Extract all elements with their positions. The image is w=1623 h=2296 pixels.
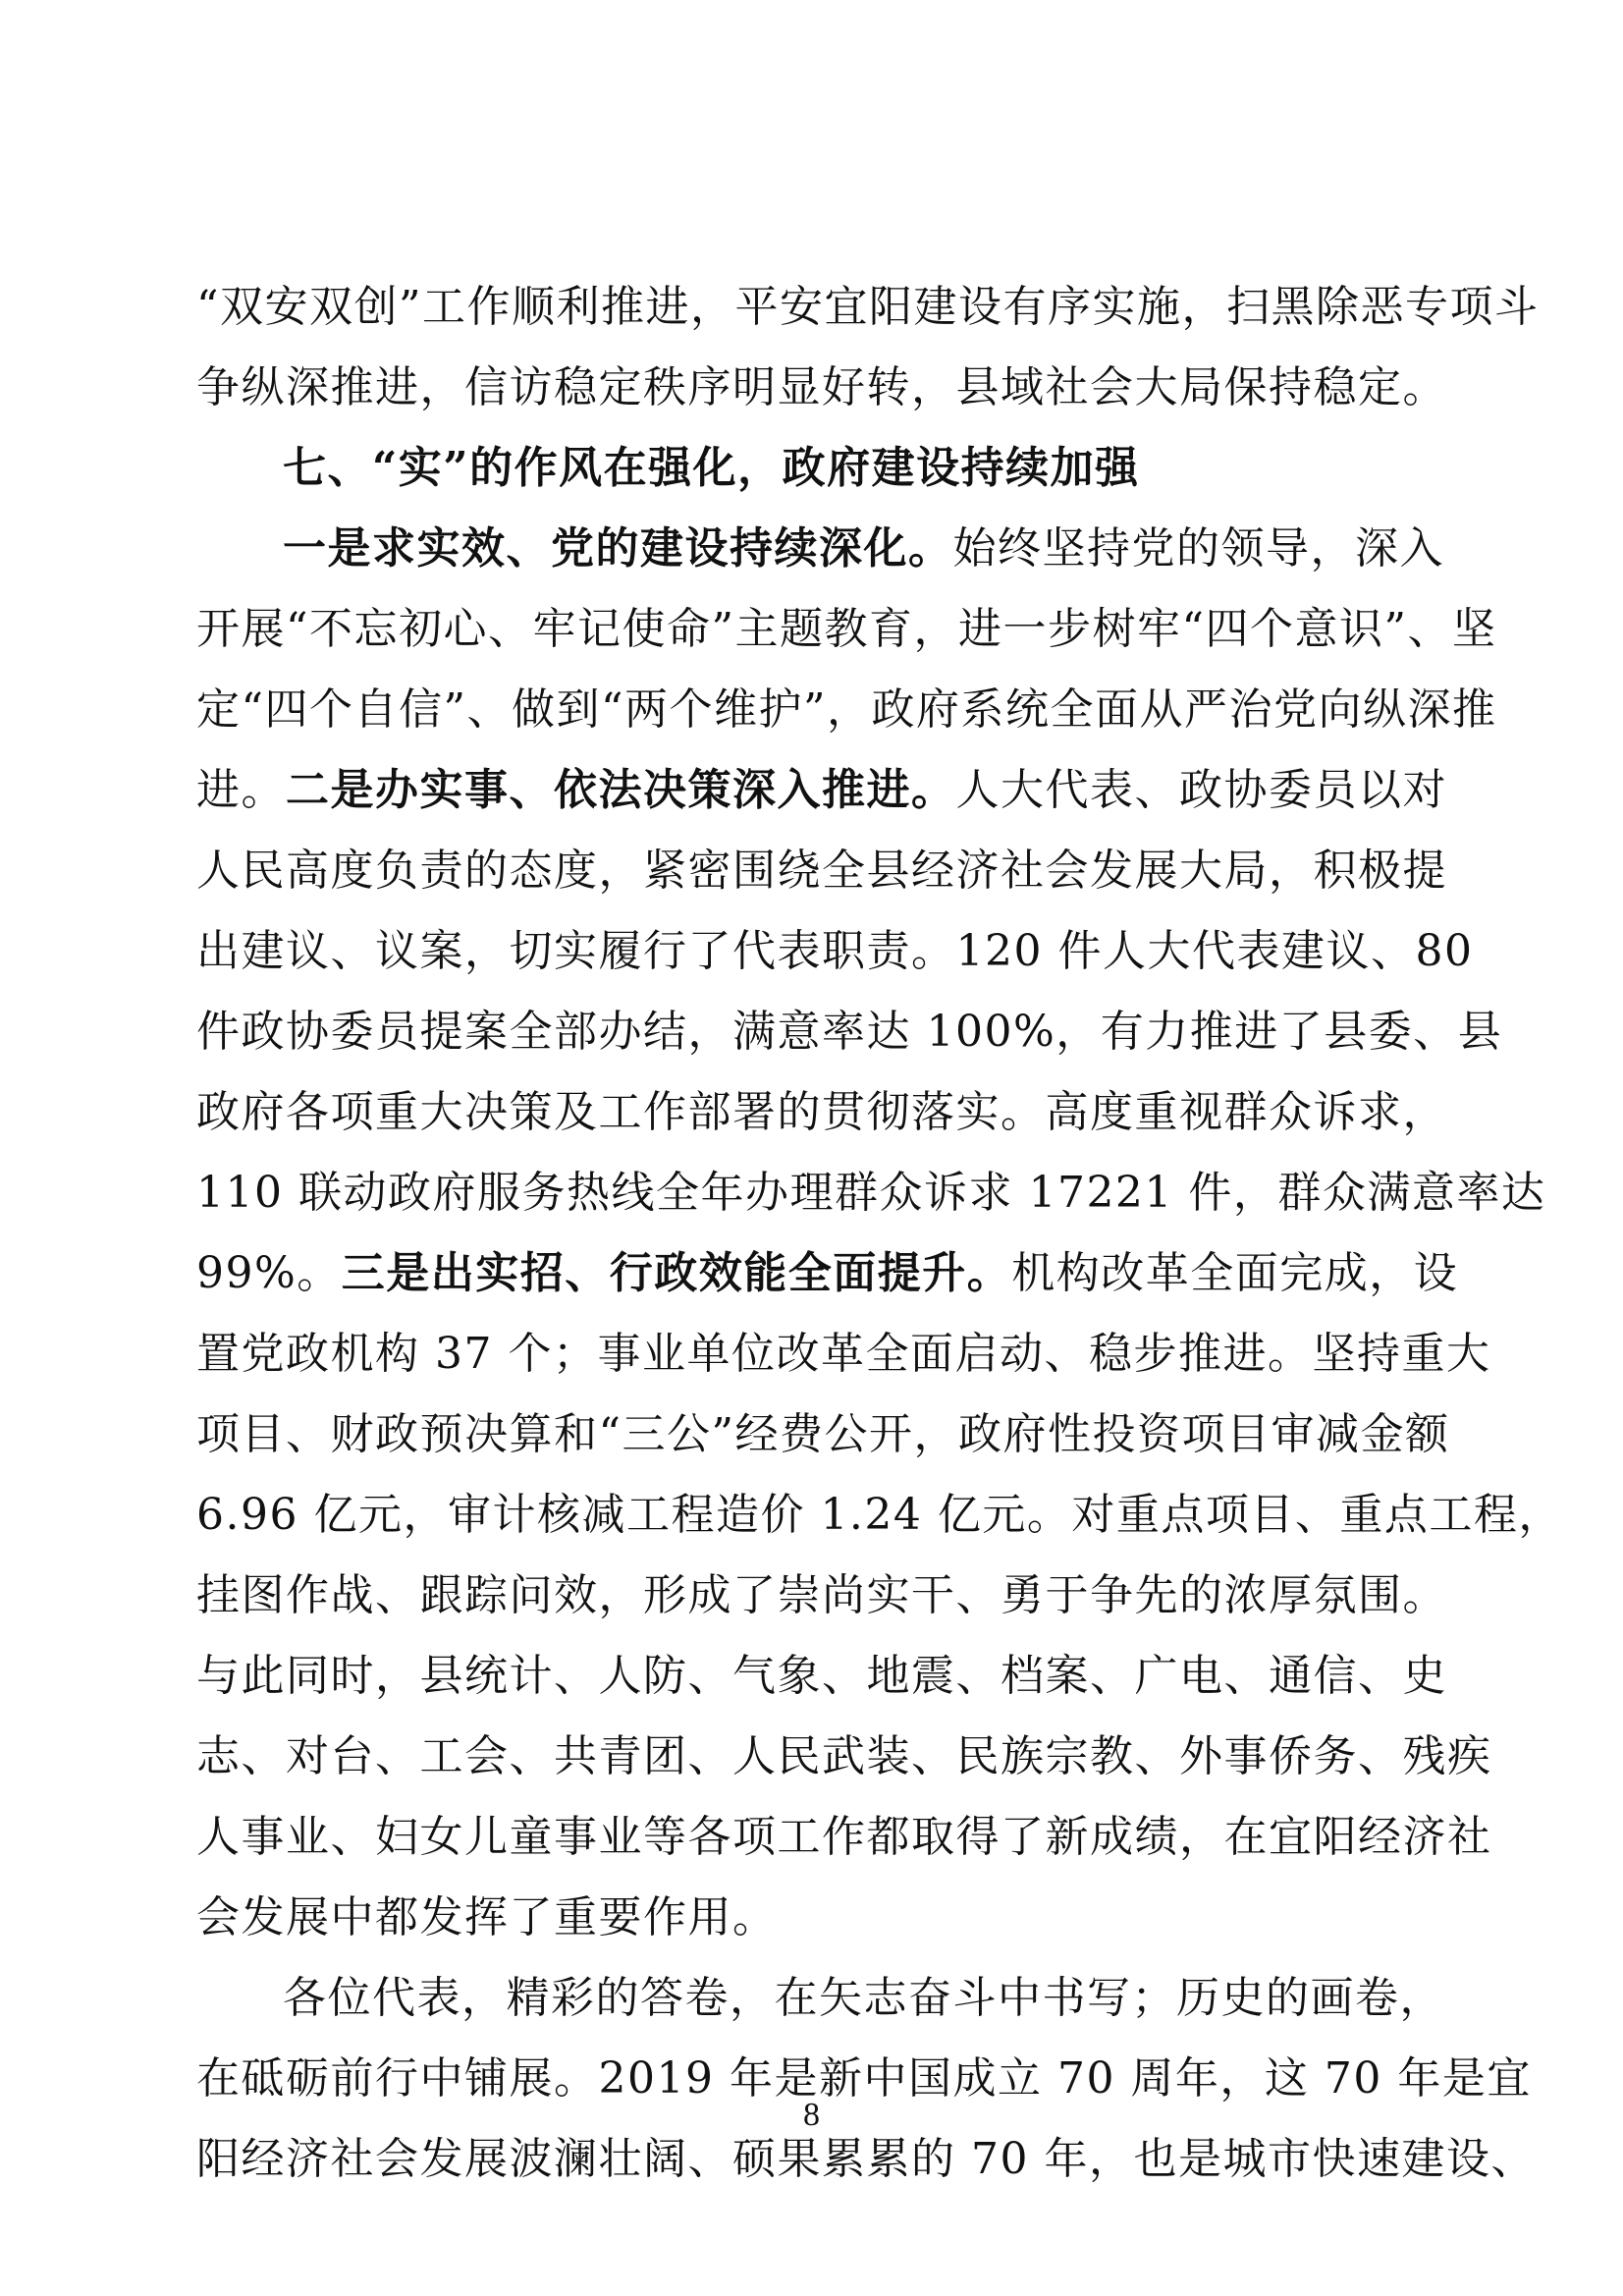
text-run: “双安双创”工作顺利推进，平安宜阳建设有序实施，扫黑除恶专项斗 bbox=[196, 282, 1540, 332]
text-run: 志、对台、工会、共青团、人民武装、民族宗教、外事侨务、残疾 bbox=[196, 1731, 1492, 1781]
text-run: 争纵深推进，信访稳定秩序明显好转，县域社会大局保持稳定。 bbox=[196, 362, 1447, 412]
bold-lead-phrase: 三是出实招、行政效能全面提升。 bbox=[341, 1248, 1012, 1298]
body-line bbox=[196, 992, 1503, 1072]
text-run: 110 联动政府服务热线全年办理群众诉求 17221 件，群众满意率达 bbox=[196, 1168, 1546, 1218]
body-line bbox=[196, 750, 1447, 831]
text-run: 出建议、议案，切实履行了代表职责。120 件人大代表建议、80 bbox=[196, 926, 1474, 976]
text-run: 项目、财政预决算和“三公”经费公开，政府性投资项目审减金额 bbox=[196, 1409, 1450, 1459]
text-run: 件政协委员提案全部办结，满意率达 100%，有力推进了县委、县 bbox=[196, 1007, 1503, 1057]
text-run: 各位代表，精彩的答卷，在矢志奋斗中书写；历史的画卷， bbox=[283, 1973, 1444, 2023]
body-line bbox=[196, 1475, 1563, 1556]
body-line bbox=[196, 267, 1540, 348]
body-line bbox=[196, 1314, 1491, 1394]
document-page bbox=[196, 267, 1563, 2200]
text-run: 进。 bbox=[196, 765, 286, 815]
body-line bbox=[196, 1556, 1447, 1636]
body-line bbox=[196, 1072, 1447, 1153]
text-run: 与此同时，县统计、人防、气象、地震、档案、广电、通信、史 bbox=[196, 1651, 1447, 1701]
text-run: 置党政机构 37 个；事业单位改革全面启动、稳步推进。坚持重大 bbox=[196, 1329, 1491, 1379]
text-run: 阳经济社会发展波澜壮阔、硕果累累的 70 年，也是城市快速建设、 bbox=[196, 2134, 1536, 2184]
text-run: 定“四个自信”、做到“两个维护”，政府系统全面从严治党向纵深推 bbox=[196, 684, 1497, 735]
text-run: 人事业、妇女儿童事业等各项工作都取得了新成绩，在宜阳经济社 bbox=[196, 1812, 1492, 1862]
body-line bbox=[196, 831, 1447, 911]
body-line bbox=[196, 348, 1447, 428]
text-run: 6.96 亿元，审计核减工程造价 1.24 亿元。对重点项目、重点工程， bbox=[196, 1490, 1563, 1540]
body-line bbox=[196, 1878, 1435, 1958]
body-line bbox=[196, 1958, 1444, 2039]
text-run: 人民高度负责的态度，紧密围绕全县经济社会发展大局，积极提 bbox=[196, 846, 1447, 896]
page-number: 8 bbox=[803, 2097, 820, 2133]
section-heading bbox=[196, 428, 1435, 509]
text-run: 会发展中都发挥了重要作用。 bbox=[196, 1892, 778, 1942]
body-line bbox=[196, 1797, 1492, 1878]
text-run: 人大代表、政协委员以对 bbox=[955, 765, 1447, 815]
body-line bbox=[196, 1636, 1447, 1717]
heading-text: 七、“实”的作风在强化，政府建设持续加强 bbox=[283, 443, 1140, 493]
bold-lead-phrase: 二是办实事、依法决策深入推进。 bbox=[286, 765, 956, 815]
text-run: 挂图作战、跟踪问效，形成了崇尚实干、勇于争先的浓厚氛围。 bbox=[196, 1570, 1447, 1620]
text-run: 99%。 bbox=[196, 1248, 342, 1298]
body-line bbox=[196, 1233, 1459, 1314]
body-line bbox=[196, 1717, 1492, 1797]
body-line bbox=[196, 911, 1474, 992]
body-line bbox=[196, 589, 1497, 670]
body-line bbox=[196, 1153, 1546, 1233]
text-run: 开展“不忘初心、牢记使命”主题教育，进一步树牢“四个意识”、坚 bbox=[196, 604, 1497, 654]
text-run: 在砥砺前行中铺展。2019 年是新中国成立 70 周年，这 70 年是宜 bbox=[196, 2053, 1532, 2104]
body-line bbox=[196, 509, 1444, 589]
text-run: 机构改革全面完成，设 bbox=[1011, 1248, 1459, 1298]
body-line bbox=[196, 1394, 1450, 1475]
bold-lead-phrase: 一是求实效、党的建设持续深化。 bbox=[283, 523, 953, 574]
body-line bbox=[196, 670, 1497, 750]
text-run: 始终坚持党的领导，深入 bbox=[952, 523, 1444, 574]
text-run: 政府各项重大决策及工作部署的贯彻落实。高度重视群众诉求， bbox=[196, 1087, 1447, 1137]
